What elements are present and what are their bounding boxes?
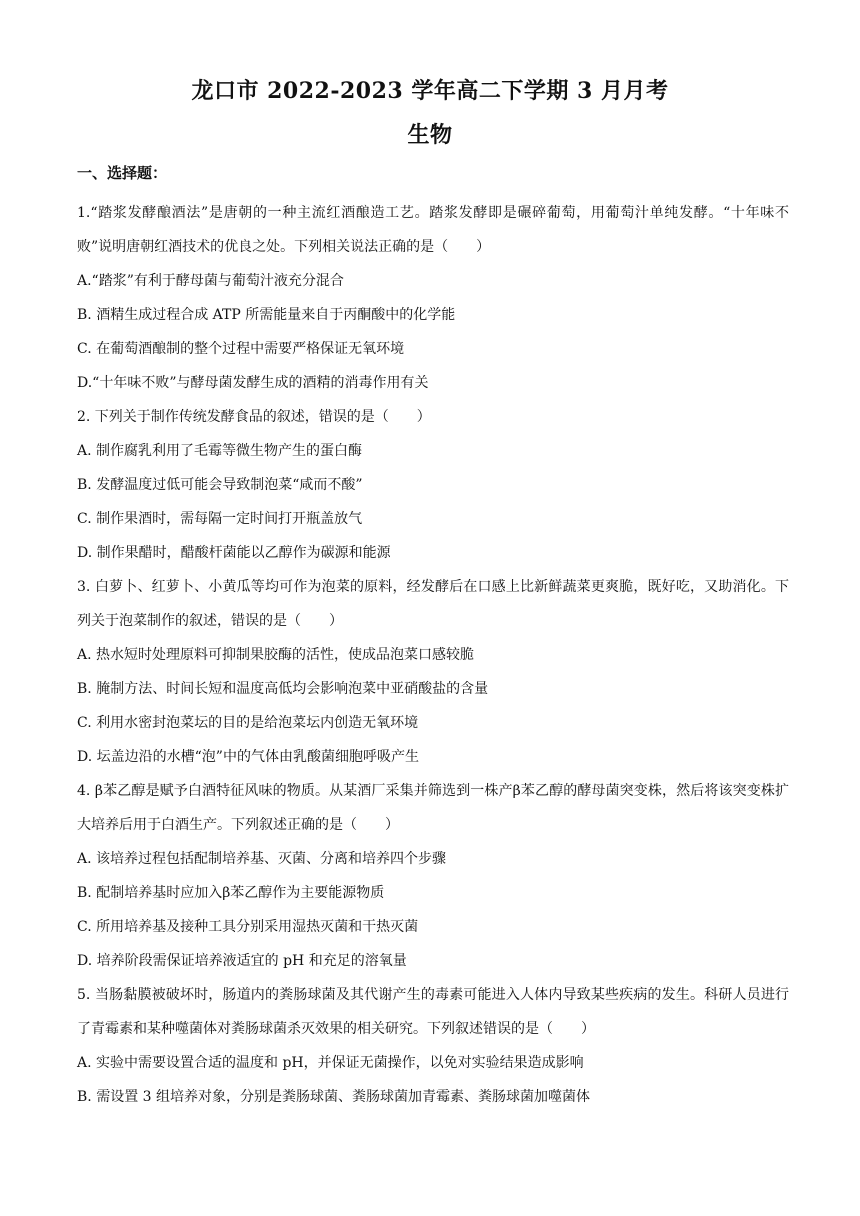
question-2 [77,400,789,570]
question-stem: 3. 白萝卜、红萝卜、小黄瓜等均可作为泡菜的原料，经发酵后在口感上比新鲜蔬菜更爽脆，既好吃，又助消化。下列关于泡菜制作的叙述，错误的是（ ） [77,579,789,629]
option-a: A. 制作腐乳利用了毛霉等微生物产生的蛋白酶 [77,443,363,459]
option-b: B. 配制培养基时应加入β苯乙醇作为主要能源物质 [77,885,385,901]
option-c: C. 制作果酒时，需每隔一定时间打开瓶盖放气 [77,511,363,527]
question-stem: 1.“踏浆发酵酿酒法”是唐朝的一种主流红酒酿造工艺。踏浆发酵即是碾碎葡萄，用葡萄汁单纯发酵。“十年味不败”说明唐朝红酒技术的优良之处。下列相关说法正确的是（ ） [77,205,789,255]
option-d: D. 坛盖边沿的水槽“泡”中的气体由乳酸菌细胞呼吸产生 [77,749,419,765]
question-stem: 4. β苯乙醇是赋予白酒特征风味的物质。从某酒厂采集并筛选到一株产β苯乙醇的酵母菌突变株，然后将该突变株扩大培养后用于白酒生产。下列叙述正确的是（ ） [77,783,789,833]
option-d: D.“十年味不败”与酵母菌发酵生成的酒精的消毒作用有关 [77,375,429,391]
question-4 [77,774,789,978]
subject-title: 生物 [407,122,453,148]
option-a: A. 该培养过程包括配制培养基、灭菌、分离和培养四个步骤 [77,851,447,867]
question-1 [77,196,789,400]
question-5 [77,978,789,1114]
option-c: C. 利用水密封泡菜坛的目的是给泡菜坛内创造无氧环境 [77,715,419,731]
option-a: A. 实验中需要设置合适的温度和 pH，并保证无菌操作，以免对实验结果造成影响 [77,1055,584,1071]
question-stem: 2. 下列关于制作传统发酵食品的叙述，错误的是（ ） [77,409,431,425]
option-a: A.“踏浆”有利于酵母菌与葡萄汁液充分混合 [77,273,344,289]
option-c: C. 所用培养基及接种工具分别采用湿热灭菌和干热灭菌 [77,919,419,935]
option-b: B. 需设置 3 组培养对象，分别是粪肠球菌、粪肠球菌加青霉素、粪肠球菌加噬菌体 [77,1089,590,1105]
question-3 [77,570,789,774]
option-d: D. 制作果醋时，醋酸杆菌能以乙醇作为碳源和能源 [77,545,391,561]
question-list [77,196,789,1114]
option-b: B. 酒精生成过程合成 ATP 所需能量来自于丙酮酸中的化学能 [77,307,456,323]
exam-title: 龙口市 2022-2023 学年高二下学期 3 月月考 [191,78,669,104]
option-a: A. 热水短时处理原料可抑制果胶酶的活性，使成品泡菜口感较脆 [77,647,475,663]
option-c: C. 在葡萄酒酿制的整个过程中需要严格保证无氧环境 [77,341,405,357]
option-b: B. 腌制方法、时间长短和温度高低均会影响泡菜中亚硝酸盐的含量 [77,681,489,697]
option-b: B. 发酵温度过低可能会导致制泡菜“咸而不酸” [77,477,363,493]
section-heading: 一、选择题： [77,164,168,182]
question-stem: 5. 当肠黏膜被破坏时，肠道内的粪肠球菌及其代谢产生的毒素可能进入人体内导致某些疾病的发生。科研人员进行了青霉素和某种噬菌体对粪肠球菌杀灭效果的相关研究。下列叙述错误的是（ ） [77,987,789,1037]
option-d: D. 培养阶段需保证培养液适宜的 pH 和充足的溶氧量 [77,953,407,969]
